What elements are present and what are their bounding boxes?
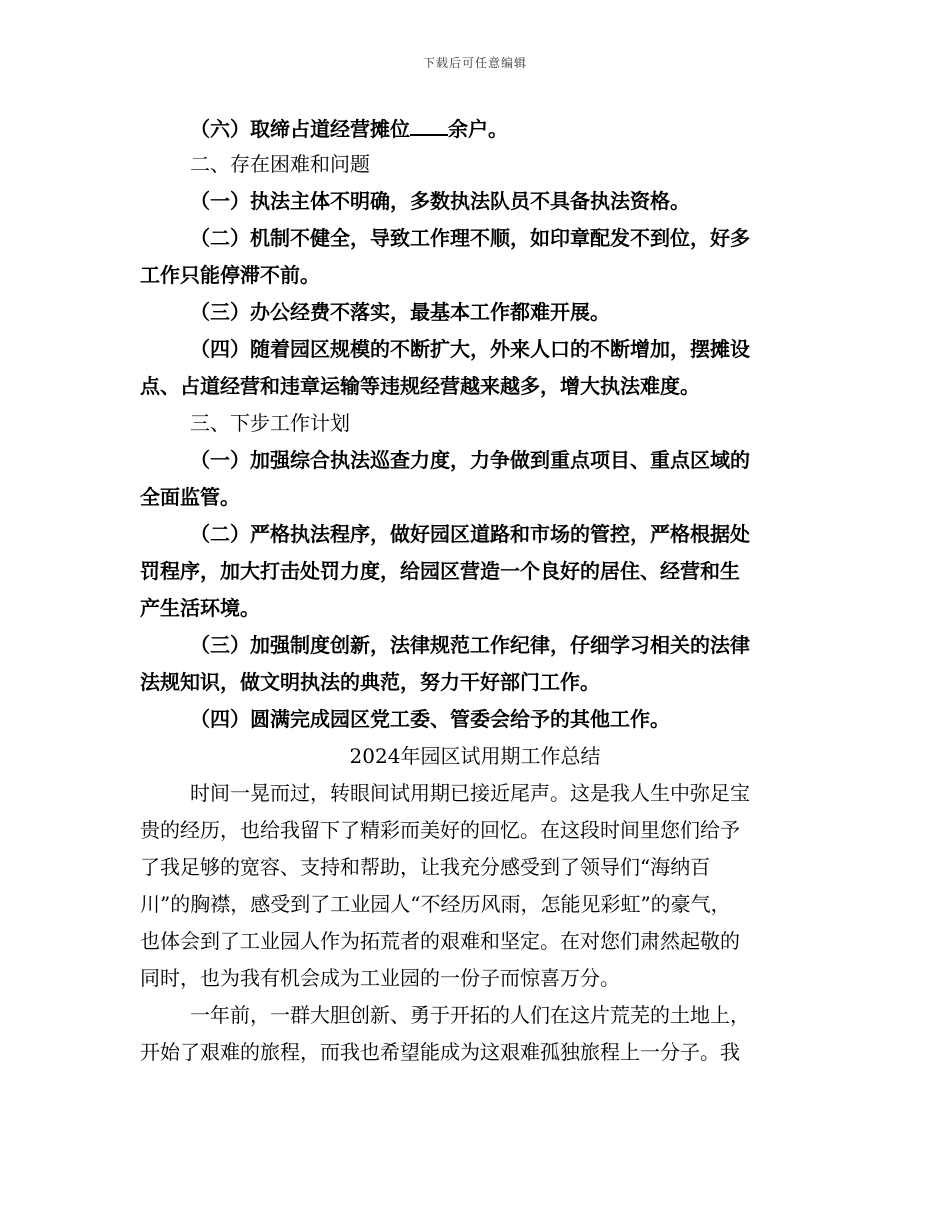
paragraph-line: 点、占道经营和违章运输等违规经营越来越多，增大执法难度。 [140, 374, 700, 398]
paragraph-line: 工作只能停滞不前。 [140, 263, 320, 287]
paragraph-line: 同时，也为我有机会成为工业园的一份子而惊喜万分。 [140, 966, 620, 990]
paragraph-line: （四）随着园区规模的不断扩大，外来人口的不断增加，摆摊设 [190, 337, 750, 361]
paragraph-line: 产生活环境。 [140, 596, 260, 620]
paragraph-line [190, 116, 508, 141]
paragraph-line: （四）圆满完成园区党工委、管委会给予的其他工作。 [190, 707, 670, 731]
paragraph-line: 全面监管。 [140, 485, 240, 509]
document-title: 2024年园区试用期工作总结 [349, 744, 601, 768]
paragraph-line: （二）严格执法程序，做好园区道路和市场的管控，严格根据处 [190, 522, 750, 546]
paragraph-line: 一年前，一群大胆创新、勇于开拓的人们在这片荒芜的土地上， [190, 1003, 750, 1027]
paragraph-line: 时间一晃而过，转眼间试用期已接近尾声。这是我人生中弥足宝 [190, 781, 750, 805]
paragraph-line: （三）加强制度创新，法律规范工作纪律，仔细学习相关的法律 [190, 633, 750, 657]
paragraph-line: （三）办公经费不落实，最基本工作都难开展。 [190, 300, 610, 324]
paragraph-line: 法规知识，做文明执法的典范，努力干好部门工作。 [140, 670, 600, 694]
fill-blank [410, 116, 448, 136]
section-heading: 二、存在困难和问题 [190, 152, 370, 176]
paragraph-line: 了我足够的宽容、支持和帮助，让我充分感受到了领导们“海纳百 [140, 855, 711, 879]
paragraph-text: （六）取缔占道经营摊位 [190, 117, 410, 141]
section-heading: 三、下步工作计划 [190, 411, 350, 435]
paragraph-line: 贵的经历，也给我留下了精彩而美好的回忆。在这段时间里您们给予 [140, 818, 740, 842]
paragraph-line: 也体会到了工业园人作为拓荒者的艰难和坚定。在对您们肃然起敬的 [140, 929, 740, 953]
paragraph-line: （二）机制不健全，导致工作理不顺，如印章配发不到位，好多 [190, 226, 750, 250]
paragraph-line: 川”的胸襟，感受到了工业园人“不经历风雨，怎能见彩虹”的豪气， [140, 892, 731, 916]
paragraph-line: （一）执法主体不明确，多数执法队员不具备执法资格。 [190, 189, 690, 213]
paragraph-text: 余户。 [448, 117, 508, 141]
paragraph-line: 罚程序，加大打击处罚力度，给园区营造一个良好的居住、经营和生 [140, 559, 740, 583]
paragraph-line: （一）加强综合执法巡查力度，力争做到重点项目、重点区域的 [190, 448, 750, 472]
paragraph-line: 开始了艰难的旅程，而我也希望能成为这艰难孤独旅程上一分子。我 [140, 1040, 740, 1064]
page-header: 下载后可任意编辑 [422, 56, 527, 70]
